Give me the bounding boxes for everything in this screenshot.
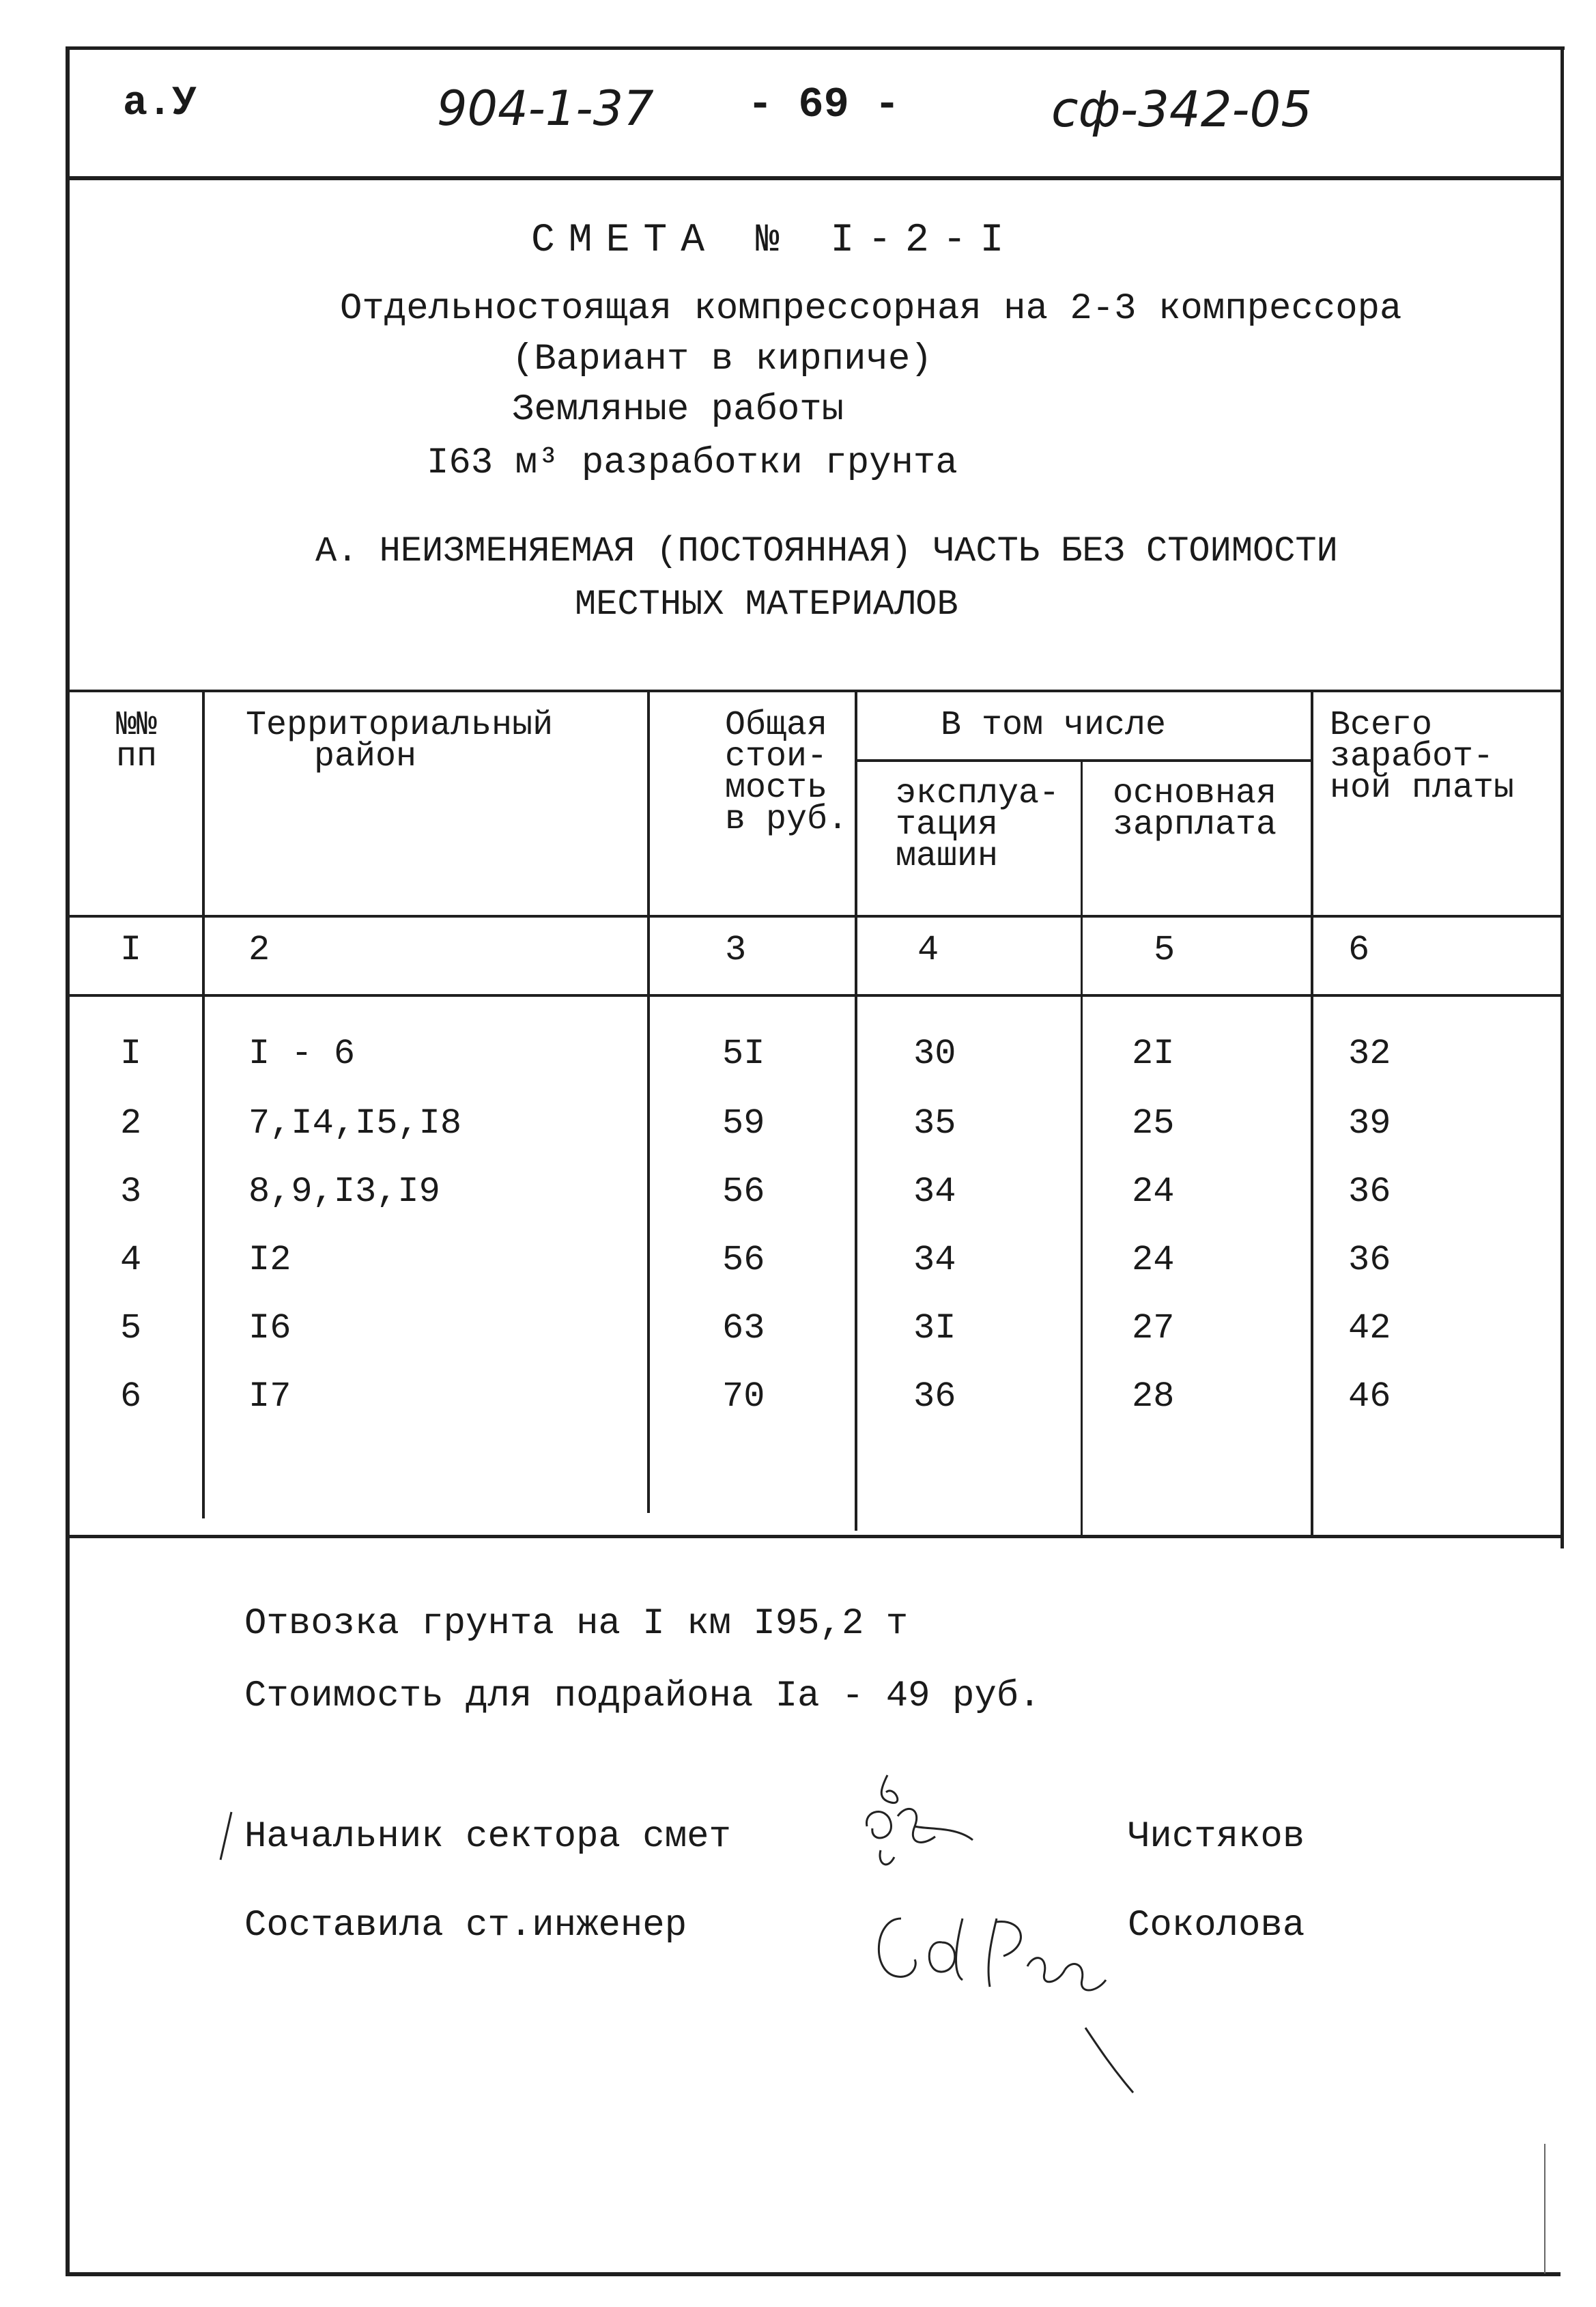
scan-mark-right xyxy=(1544,2144,1545,2274)
cell-machines: 30 xyxy=(913,1034,956,1074)
cell-no: 6 xyxy=(120,1376,142,1417)
cell-wages: 36 xyxy=(1348,1240,1391,1280)
cell-machines: 34 xyxy=(913,1240,956,1280)
cell-machines: 3I xyxy=(913,1308,956,1348)
colnum-1: I xyxy=(120,930,142,970)
cell-salary: 24 xyxy=(1132,1172,1175,1212)
cell-region: I7 xyxy=(248,1376,291,1417)
table-row xyxy=(0,1172,1596,1226)
cell-machines: 36 xyxy=(913,1376,956,1417)
left-code: а.У xyxy=(123,81,197,127)
colnum-4: 4 xyxy=(917,930,939,970)
doc-code: сф-342-05 xyxy=(1051,81,1313,138)
th-wages-line1: Всего xyxy=(1330,706,1433,745)
th-number-line2: пп xyxy=(116,737,158,776)
th-total-line1: Общая xyxy=(725,706,828,745)
signature-2-graphic xyxy=(860,1891,1160,2110)
signer-name-2: Соколова xyxy=(1128,1905,1305,1947)
page-number: - 69 - xyxy=(747,81,900,129)
signature-1-graphic xyxy=(840,1761,997,1898)
th-machines-line3: машин xyxy=(896,837,999,876)
title-line-3: Земляные работы xyxy=(512,389,844,431)
cell-region: I6 xyxy=(248,1308,291,1348)
title-line-4: I63 м³ разработки грунта xyxy=(427,442,958,484)
th-total-line2: стои- xyxy=(725,737,828,776)
th-wages-line3: ной платы xyxy=(1330,769,1515,808)
cell-no: 2 xyxy=(120,1103,142,1144)
title-line-1: Отдельностоящая компрессорная на 2-3 компрессора xyxy=(340,288,1402,330)
estimate-heading: СМЕТА № I-2-I xyxy=(531,218,1018,263)
signer-role-2: Составила ст.инженер xyxy=(244,1905,687,1947)
colnum-bottom-line xyxy=(67,994,1563,997)
colnum-2: 2 xyxy=(248,930,270,970)
signer-role-1: Начальник сектора смет xyxy=(244,1816,731,1858)
th-salary-line1: основная xyxy=(1113,774,1277,813)
cell-no: 3 xyxy=(120,1172,142,1212)
table-row xyxy=(0,1240,1596,1294)
th-region-line1: Территориальный xyxy=(246,706,554,745)
cell-total: 70 xyxy=(722,1376,765,1417)
th-machines-line2: тация xyxy=(896,806,999,845)
cell-total: 5I xyxy=(722,1034,765,1074)
table-row xyxy=(0,1308,1596,1363)
th-total-line4: в руб. xyxy=(725,800,849,839)
cell-wages: 42 xyxy=(1348,1308,1391,1348)
table-top-line xyxy=(67,690,1563,692)
table-bottom-line xyxy=(66,1535,1563,1538)
cell-no: 4 xyxy=(120,1240,142,1280)
table-row xyxy=(0,1034,1596,1088)
th-number xyxy=(116,706,184,776)
th-total-line3: мость xyxy=(725,769,828,808)
cell-wages: 46 xyxy=(1348,1376,1391,1417)
cell-region: 7,I4,I5,I8 xyxy=(248,1103,462,1144)
th-region xyxy=(246,706,554,776)
cell-wages: 32 xyxy=(1348,1034,1391,1074)
cell-salary: 2I xyxy=(1132,1034,1175,1074)
project-number: 904-1-37 xyxy=(437,81,654,137)
cell-salary: 25 xyxy=(1132,1103,1175,1144)
th-salary xyxy=(1113,774,1277,845)
th-wages-line2: заработ- xyxy=(1330,737,1494,776)
cell-machines: 35 xyxy=(913,1103,956,1144)
cell-salary: 24 xyxy=(1132,1240,1175,1280)
frame-bottom xyxy=(66,2272,1561,2276)
section-title-1: А. НЕИЗМЕНЯЕМАЯ (ПОСТОЯННАЯ) ЧАСТЬ БЕЗ СТОИМОСТИ xyxy=(315,531,1338,571)
th-machines-line1: эксплуа- xyxy=(896,774,1060,813)
signer-name-1: Чистяков xyxy=(1128,1816,1305,1858)
margin-tick-mark xyxy=(215,1809,236,1864)
th-salary-line2: зарплата xyxy=(1113,806,1277,845)
cell-total: 56 xyxy=(722,1240,765,1280)
colnum-5: 5 xyxy=(1154,930,1175,970)
cell-total: 59 xyxy=(722,1103,765,1144)
cell-region: 8,9,I3,I9 xyxy=(248,1172,440,1212)
header-bottom-line xyxy=(67,915,1563,918)
cell-wages: 36 xyxy=(1348,1172,1391,1212)
table-row xyxy=(0,1376,1596,1431)
colnum-6: 6 xyxy=(1348,930,1370,970)
note-subregion-cost: Стоимость для подрайона Iа - 49 руб. xyxy=(244,1675,1041,1717)
cell-no: I xyxy=(120,1034,142,1074)
frame-top xyxy=(67,46,1565,50)
note-soil-removal: Отвозка грунта на I км I95,2 т xyxy=(244,1603,909,1645)
cell-machines: 34 xyxy=(913,1172,956,1212)
th-number-line1: №№ xyxy=(116,706,158,745)
cell-no: 5 xyxy=(120,1308,142,1348)
header-divider xyxy=(67,176,1563,180)
cell-total: 56 xyxy=(722,1172,765,1212)
title-line-2: (Вариант в кирпиче) xyxy=(512,339,932,380)
cell-salary: 28 xyxy=(1132,1376,1175,1417)
group-header-line xyxy=(857,759,1313,762)
cell-region: I - 6 xyxy=(248,1034,356,1074)
th-region-line2: район xyxy=(314,737,417,776)
th-machines xyxy=(896,774,1060,876)
th-group: В том числе xyxy=(941,706,1167,745)
th-total-cost xyxy=(725,706,849,839)
section-title-2: МЕСТНЫХ МАТЕРИАЛОВ xyxy=(575,584,958,625)
frame-left xyxy=(66,46,70,2276)
cell-region: I2 xyxy=(248,1240,291,1280)
colnum-3: 3 xyxy=(725,930,747,970)
cell-total: 63 xyxy=(722,1308,765,1348)
cell-salary: 27 xyxy=(1132,1308,1175,1348)
th-total-wages xyxy=(1330,706,1515,808)
table-row xyxy=(0,1103,1596,1158)
cell-wages: 39 xyxy=(1348,1103,1391,1144)
